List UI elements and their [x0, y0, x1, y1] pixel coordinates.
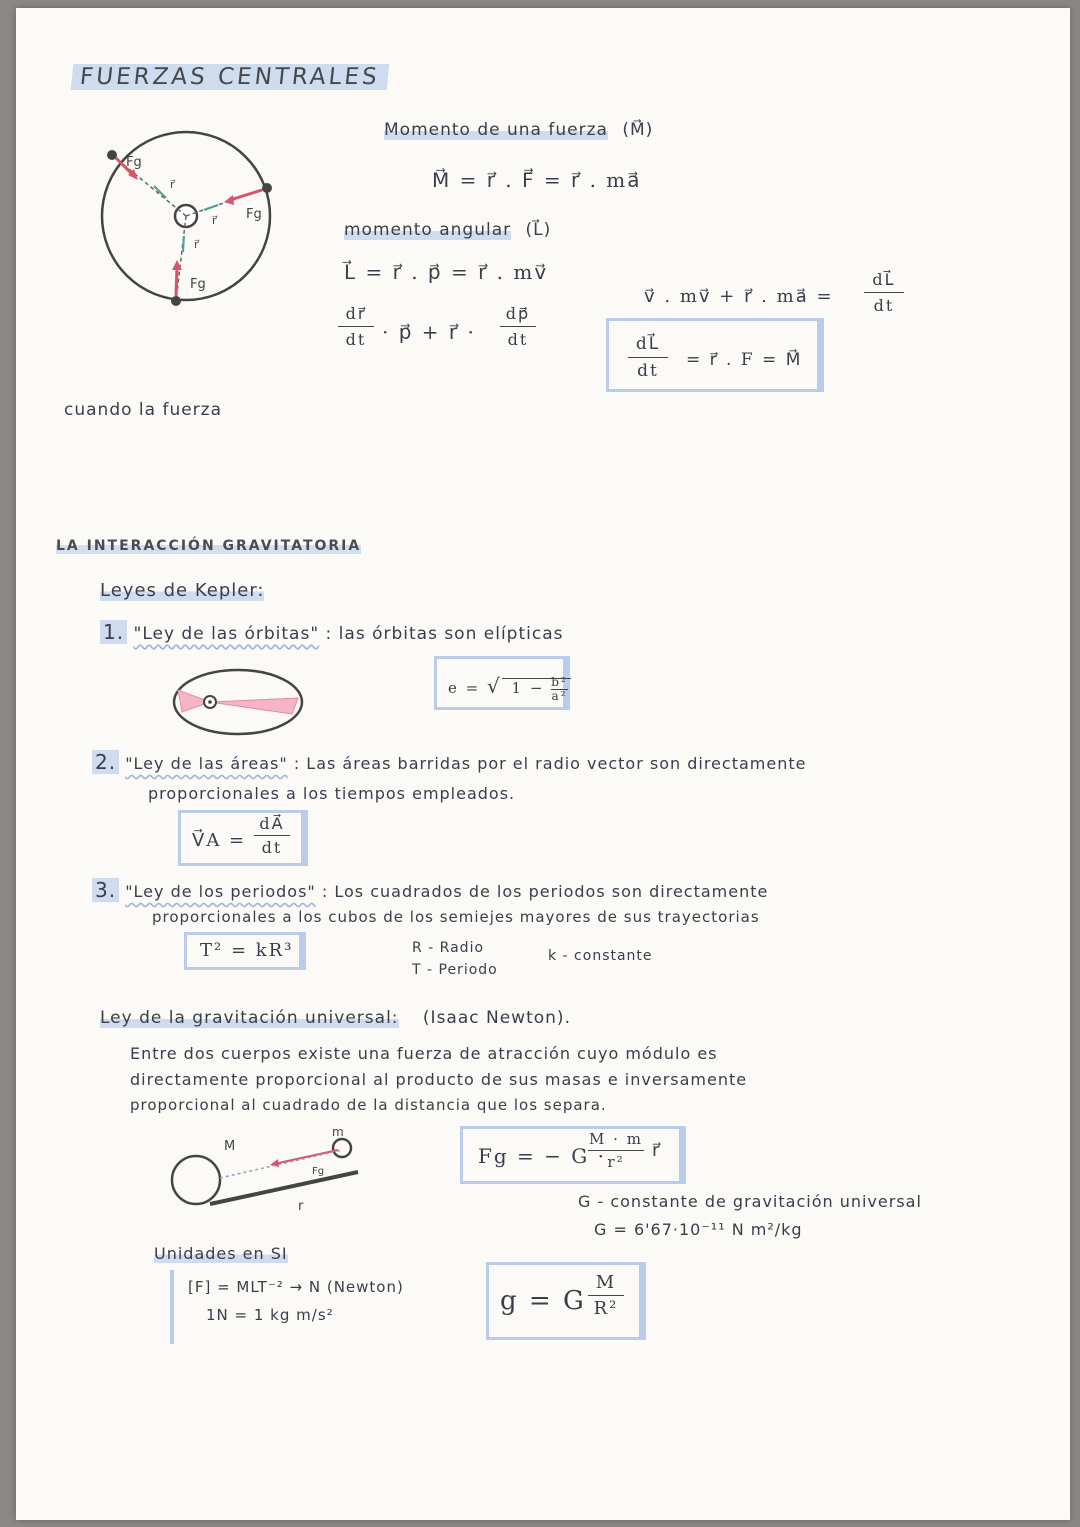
label-r: r — [298, 1199, 304, 1214]
law2-formula-lhs: V⃗A = — [192, 830, 247, 851]
units-title: Unidades en SI — [154, 1244, 288, 1263]
momento-fuerza-heading — [384, 120, 653, 140]
section-title-fuerzas-centrales: FUERZAS CENTRALES — [71, 64, 389, 90]
swept-area-2 — [210, 698, 298, 714]
mass-m — [333, 1139, 351, 1157]
fg-arrow — [274, 1150, 338, 1164]
deriv-frac-1 — [338, 304, 374, 349]
law1-formula-num: b² — [551, 674, 568, 689]
newton-line-2: directamente proporcional al producto de sus masas e inversamente — [130, 1070, 748, 1089]
g-formula-den: R² — [588, 1295, 624, 1319]
force-arrow-right — [230, 190, 262, 200]
law3-formula: T² = kR³ — [200, 940, 294, 961]
law3-text-2: proporcionales a los cubos de los semiejes mayores de sus trayectorias — [152, 908, 760, 926]
units-line-1: [F] = MLT⁻² → N (Newton) — [188, 1278, 404, 1296]
newton-formula-num: M · m — [589, 1130, 643, 1148]
newton-formula-den: r² — [588, 1150, 644, 1171]
boxed-rhs: = r⃗ . F = M⃗ — [686, 350, 803, 370]
law3-line — [92, 878, 768, 902]
deriv-num-1: dr⃗ — [345, 304, 367, 323]
r-label-bottom: r⃗ — [194, 238, 199, 251]
law2-formula-den: dt — [254, 835, 290, 857]
deriv2-den: dt — [864, 292, 904, 315]
law2-number: 2. — [92, 750, 119, 774]
law2-name: "Ley de las áreas" — [125, 754, 288, 773]
law3-legend-r: R - Radio — [412, 940, 485, 956]
law3-text: : Los cuadrados de los periodos son directamente — [321, 882, 769, 901]
momento-angular-label: momento angular — [344, 220, 512, 240]
newton-line-3: proporcional al cuadrado de la distancia que los separa. — [130, 1096, 607, 1114]
momento-angular-heading — [344, 220, 551, 240]
newton-title: Ley de la gravitación universal: — [100, 1008, 399, 1028]
law2-text-2: proporcionales a los tiempos empleados. — [148, 784, 516, 803]
law3-name: "Ley de los periodos" — [125, 882, 316, 901]
newton-formula-vec: r⃗ — [652, 1140, 662, 1161]
mass-M — [172, 1156, 220, 1204]
r-label-left: r⃗ — [170, 178, 175, 191]
r-label-right: r⃗ — [212, 214, 217, 227]
newton-heading — [100, 1008, 571, 1028]
fg-label-bottom: Fg — [190, 277, 206, 292]
law1-line — [100, 620, 563, 644]
law1-formula-one: 1 − — [511, 679, 545, 697]
boxed-den: dt — [628, 357, 668, 381]
deriv-num-2: dp⃗ — [505, 304, 531, 323]
momento-angular-equation: L⃗ = r⃗ . p⃗ = r⃗ . mv⃗ — [344, 260, 549, 284]
law2-text: : Las áreas barridas por el radio vector son directamente — [293, 754, 807, 773]
r-arrow-right — [204, 205, 218, 210]
cuando-la-fuerza: cuando la fuerza — [64, 400, 223, 420]
law1-text: : las órbitas son elípticas — [325, 624, 564, 644]
g-formula-lhs: g = G — [500, 1286, 586, 1316]
deriv2-num: dL⃗ — [872, 270, 896, 289]
law1-name: "Ley de las órbitas" — [133, 624, 320, 644]
momento-fuerza-symbol: (M⃗) — [622, 120, 654, 140]
label-M: M — [224, 1139, 236, 1154]
deriv-mid: · p⃗ + r⃗ · — [382, 320, 476, 344]
body-right — [262, 183, 272, 193]
g-constant-label: G - constante de gravitación universal — [578, 1192, 922, 1211]
momento-fuerza-equation: M⃗ = r⃗ . F⃗ = r⃗ . ma⃗ — [432, 168, 642, 192]
g-constant-value: G = 6'67·10⁻¹¹ N m²/kg — [594, 1220, 803, 1239]
momento-fuerza-label: Momento de una fuerza — [384, 120, 608, 140]
r-distance-bar — [210, 1172, 358, 1204]
fg-label-right: Fg — [246, 207, 262, 222]
momento-angular-symbol: (L⃗) — [525, 220, 552, 240]
newton-author: (Isaac Newton). — [422, 1008, 571, 1028]
force-arrow-bottom — [176, 266, 177, 296]
law3-number: 3. — [92, 878, 119, 902]
boxed-num: dL⃗ — [635, 334, 661, 354]
law2-frac — [254, 814, 290, 857]
body-left — [107, 150, 117, 160]
newton-frac — [588, 1130, 644, 1171]
deriv2-frac — [864, 270, 904, 315]
law1-formula: e = √ 1 − $\frac{\text{b²}}{\text{a²}}$ — [448, 674, 571, 703]
law1-formula-lhs: e = — [448, 679, 481, 697]
kepler-title: Leyes de Kepler: — [100, 580, 265, 601]
notebook-page — [16, 8, 1070, 1520]
g-frac — [588, 1272, 624, 1319]
g-formula-num: M — [595, 1272, 617, 1293]
units-line-2: 1N = 1 kg m/s² — [206, 1306, 334, 1324]
deriv-frac-2 — [500, 304, 536, 349]
label-fg: Fg — [312, 1166, 325, 1177]
boxed-frac — [628, 334, 668, 381]
label-m: m — [332, 1128, 344, 1139]
two-body-diagram — [166, 1128, 366, 1218]
deriv2-expr: v⃗ . mv⃗ + r⃗ . ma⃗ = — [644, 286, 834, 307]
fg-label-left: Fg — [126, 155, 142, 170]
central-force-diagram — [94, 118, 294, 318]
law3-legend-t: T - Periodo — [412, 962, 498, 978]
law1-number: 1. — [100, 620, 127, 644]
deriv-den-1: dt — [338, 326, 374, 349]
section-title-interaccion: LA INTERACCIÓN GRAVITATORIA — [56, 538, 362, 554]
r-arrow-bottom — [183, 236, 184, 252]
law2-formula-num: dA⃗ — [259, 814, 285, 833]
deriv-den-2: dt — [500, 326, 536, 349]
law1-formula-den: a² — [551, 688, 568, 703]
ellipse-orbit-diagram — [168, 664, 313, 740]
newton-line-1: Entre dos cuerpos existe una fuerza de atracción cuyo módulo es — [130, 1044, 718, 1063]
newton-formula-lhs: Fg = − G · — [478, 1144, 606, 1168]
law3-legend-k: k - constante — [548, 948, 653, 964]
body-bottom — [171, 296, 181, 306]
law2-line — [92, 750, 806, 774]
